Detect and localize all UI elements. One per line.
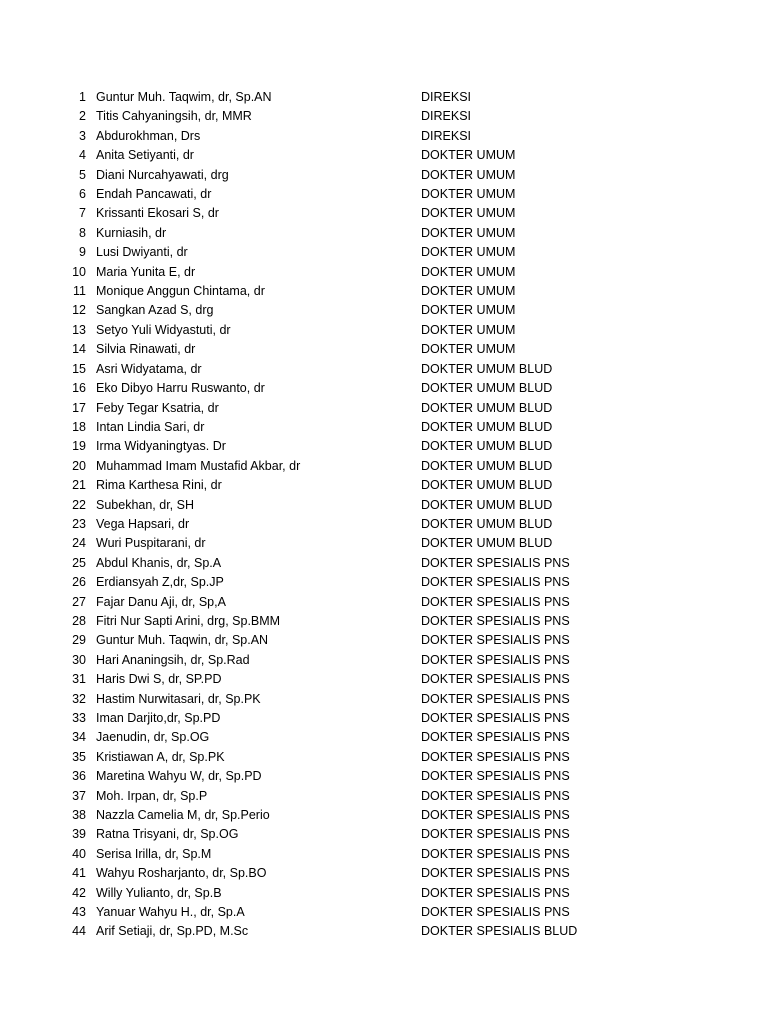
table-row	[0, 243, 768, 262]
row-number: 33	[72, 711, 86, 725]
table-row	[0, 903, 768, 922]
staff-name: Feby Tegar Ksatria, dr	[96, 400, 219, 415]
row-number: 9	[79, 245, 86, 260]
staff-name: Sangkan Azad S, drg	[96, 303, 214, 318]
row-number: 14	[72, 342, 86, 357]
table-row	[0, 631, 768, 650]
row-number: 16	[72, 381, 86, 396]
staff-name: Moh. Irpan, dr, Sp.P	[96, 788, 208, 803]
staff-name: Asri Widyatama, dr	[96, 361, 202, 376]
staff-name: Eko Dibyo Harru Ruswanto, dr	[96, 381, 265, 396]
staff-unit: DOKTER UMUM BLUD	[421, 478, 553, 493]
staff-name: Subekhan, dr, SH	[96, 497, 194, 512]
row-number: 29	[72, 633, 86, 648]
staff-name: Maria Yunita E, dr	[96, 264, 196, 279]
staff-name: Irma Widyaningtyas. Dr	[96, 439, 226, 454]
row-number: 5	[79, 167, 86, 182]
staff-unit: DOKTER UMUM	[421, 187, 516, 202]
row-number: 38	[72, 808, 86, 823]
staff-name: Hari Ananingsih, dr, Sp.Rad	[96, 652, 250, 667]
row-number: 40	[72, 846, 86, 861]
staff-unit: DOKTER UMUM BLUD	[421, 516, 553, 531]
staff-name: Kristiawan A, dr, Sp.PK	[96, 749, 225, 764]
staff-unit: DOKTER SPESIALIS PNS	[421, 691, 570, 706]
staff-unit: DOKTER SPESIALIS PNS	[421, 594, 570, 609]
table-row	[0, 379, 768, 398]
table-row	[0, 340, 768, 359]
staff-name: Ratna Trisyani, dr, Sp.OG	[96, 827, 239, 842]
staff-name: Jaenudin, dr, Sp.OG	[96, 730, 210, 745]
staff-name: Silvia Rinawati, dr	[96, 342, 196, 357]
table-row	[0, 476, 768, 495]
row-number: 18	[72, 419, 86, 434]
table-row	[0, 845, 768, 864]
staff-unit: DOKTER UMUM BLUD	[421, 439, 553, 454]
table-row	[0, 360, 768, 379]
staff-name: Wuri Puspitarani, dr	[96, 536, 206, 551]
staff-unit: DIREKSI	[421, 109, 472, 124]
table-row	[0, 146, 768, 165]
staff-unit: DOKTER UMUM BLUD	[421, 536, 553, 551]
staff-unit: DOKTER UMUM	[421, 167, 516, 182]
table-row	[0, 418, 768, 437]
table-row	[0, 263, 768, 282]
staff-name: Krissanti Ekosari S, dr	[96, 206, 219, 221]
staff-name: Guntur Muh. Taqwin, dr, Sp.AN	[96, 633, 269, 648]
staff-name: Kurniasih, dr	[96, 225, 167, 240]
row-number: 8	[79, 225, 86, 240]
staff-unit: DOKTER SPESIALIS PNS	[421, 885, 570, 900]
row-number: 32	[72, 691, 86, 706]
table-row	[0, 166, 768, 185]
table-row	[0, 825, 768, 844]
staff-name: Monique Anggun Chintama, dr	[96, 284, 265, 299]
staff-name: Fitri Nur Sapti Arini, drg, Sp.BMM	[96, 613, 281, 628]
staff-unit: DOKTER SPESIALIS BLUD	[421, 924, 578, 939]
table-row	[0, 496, 768, 515]
row-number: 6	[79, 187, 86, 202]
staff-name: Arif Setiaji, dr, Sp.PD, M.Sc	[96, 924, 249, 939]
staff-name: Haris Dwi S, dr, SP.PD	[96, 672, 222, 687]
row-number: 35	[72, 749, 86, 764]
table-row	[0, 88, 768, 107]
table-row	[0, 127, 768, 146]
staff-unit: DOKTER UMUM BLUD	[421, 381, 553, 396]
row-number: 28	[72, 613, 86, 628]
staff-unit: DOKTER SPESIALIS PNS	[421, 575, 570, 590]
row-number: 12	[72, 303, 86, 318]
row-number: 10	[72, 264, 86, 279]
staff-unit: DOKTER UMUM	[421, 322, 516, 337]
staff-name: Setyo Yuli Widyastuti, dr	[96, 322, 231, 337]
row-number: 23	[72, 516, 86, 531]
table-row	[0, 204, 768, 223]
staff-name: Anita Setiyanti, dr	[96, 148, 194, 163]
staff-name: Diani Nurcahyawati, drg	[96, 167, 229, 182]
row-number: 3	[79, 128, 86, 143]
staff-unit: DOKTER SPESIALIS PNS	[421, 846, 570, 861]
table-row	[0, 593, 768, 612]
staff-unit: DOKTER UMUM BLUD	[421, 419, 553, 434]
row-number: 37	[72, 788, 86, 803]
staff-unit: DOKTER SPESIALIS PNS	[421, 788, 570, 803]
staff-unit: DOKTER UMUM	[421, 264, 516, 279]
staff-unit: DOKTER SPESIALIS PNS	[421, 613, 570, 628]
staff-unit: DOKTER UMUM	[421, 225, 516, 240]
staff-unit: DOKTER SPESIALIS PNS	[421, 730, 570, 745]
table-row	[0, 884, 768, 903]
staff-name: Willy Yulianto, dr, Sp.B	[96, 885, 222, 900]
row-number: 30	[72, 652, 86, 667]
staff-name: Guntur Muh. Taqwim, dr, Sp.AN	[96, 90, 272, 104]
table-row	[0, 806, 768, 825]
row-number: 17	[72, 400, 86, 415]
table-row	[0, 224, 768, 243]
staff-name: Hastim Nurwitasari, dr, Sp.PK	[96, 691, 261, 706]
row-number: 1	[79, 90, 86, 104]
table-row	[0, 107, 768, 126]
staff-unit: DOKTER UMUM	[421, 148, 516, 163]
staff-unit: DOKTER UMUM	[421, 245, 516, 260]
staff-unit: DOKTER UMUM	[421, 303, 516, 318]
staff-unit: DIREKSI	[421, 128, 472, 143]
row-number: 31	[72, 672, 86, 687]
row-number: 36	[72, 769, 86, 784]
staff-name: Abdurokhman, Drs	[96, 128, 201, 143]
row-number: 4	[79, 148, 86, 163]
staff-table	[0, 88, 768, 942]
staff-unit: DOKTER UMUM	[421, 206, 516, 221]
staff-unit: DOKTER UMUM BLUD	[421, 361, 553, 376]
staff-name: Serisa Irilla, dr, Sp.M	[96, 846, 212, 861]
staff-name: Erdiansyah Z,dr, Sp.JP	[96, 575, 224, 590]
table-row	[0, 515, 768, 534]
table-row	[0, 282, 768, 301]
table-row	[0, 787, 768, 806]
staff-unit: DOKTER UMUM BLUD	[421, 400, 553, 415]
row-number: 20	[72, 458, 86, 473]
table-row	[0, 709, 768, 728]
staff-unit: DOKTER UMUM BLUD	[421, 497, 553, 512]
table-row	[0, 321, 768, 340]
staff-unit: DOKTER SPESIALIS PNS	[421, 652, 570, 667]
row-number: 34	[72, 730, 86, 745]
staff-name: Maretina Wahyu W, dr, Sp.PD	[96, 769, 262, 784]
row-number: 13	[72, 322, 86, 337]
staff-unit: DOKTER SPESIALIS PNS	[421, 711, 570, 725]
row-number: 42	[72, 885, 86, 900]
table-row	[0, 651, 768, 670]
table-row	[0, 767, 768, 786]
staff-name: Titis Cahyaningsih, dr, MMR	[96, 109, 252, 124]
table-row	[0, 748, 768, 767]
staff-name: Abdul Khanis, dr, Sp.A	[96, 555, 222, 570]
staff-name: Muhammad Imam Mustafid Akbar, dr	[96, 458, 301, 473]
staff-unit: DIREKSI	[421, 90, 472, 104]
staff-name: Nazzla Camelia M, dr, Sp.Perio	[96, 808, 270, 823]
row-number: 2	[79, 109, 86, 124]
row-number: 24	[72, 536, 86, 551]
staff-unit: DOKTER UMUM	[421, 284, 516, 299]
table-row	[0, 612, 768, 631]
table-row	[0, 399, 768, 418]
staff-name: Lusi Dwiyanti, dr	[96, 245, 188, 260]
table-row	[0, 690, 768, 709]
table-row	[0, 864, 768, 883]
staff-unit: DOKTER SPESIALIS PNS	[421, 769, 570, 784]
row-number: 11	[73, 284, 86, 299]
staff-unit: DOKTER SPESIALIS PNS	[421, 672, 570, 687]
staff-name: Rima Karthesa Rini, dr	[96, 478, 222, 493]
table-row	[0, 437, 768, 456]
staff-unit: DOKTER SPESIALIS PNS	[421, 749, 570, 764]
table-row	[0, 728, 768, 747]
table-row	[0, 534, 768, 553]
staff-unit: DOKTER UMUM BLUD	[421, 458, 553, 473]
row-number: 25	[72, 555, 86, 570]
row-number: 22	[72, 497, 86, 512]
staff-table-body	[0, 88, 768, 942]
row-number: 39	[72, 827, 86, 842]
table-row	[0, 922, 768, 941]
row-number: 21	[72, 478, 86, 493]
staff-unit: DOKTER SPESIALIS PNS	[421, 633, 570, 648]
staff-unit: DOKTER UMUM	[421, 342, 516, 357]
row-number: 44	[72, 924, 86, 939]
staff-name: Endah Pancawati, dr	[96, 187, 212, 202]
row-number: 19	[72, 439, 86, 454]
staff-name: Vega Hapsari, dr	[96, 516, 190, 531]
table-row	[0, 670, 768, 689]
row-number: 7	[79, 206, 86, 221]
table-row	[0, 457, 768, 476]
staff-unit: DOKTER SPESIALIS PNS	[421, 555, 570, 570]
row-number: 27	[72, 594, 86, 609]
staff-name: Intan Lindia Sari, dr	[96, 419, 205, 434]
row-number: 41	[72, 866, 86, 881]
table-row	[0, 185, 768, 204]
staff-unit: DOKTER SPESIALIS PNS	[421, 866, 570, 881]
row-number: 43	[72, 905, 86, 920]
row-number: 15	[72, 361, 86, 376]
table-row	[0, 301, 768, 320]
staff-name: Fajar Danu Aji, dr, Sp,A	[96, 594, 226, 609]
staff-unit: DOKTER SPESIALIS PNS	[421, 905, 570, 920]
staff-unit: DOKTER SPESIALIS PNS	[421, 827, 570, 842]
staff-name: Yanuar Wahyu H., dr, Sp.A	[96, 905, 245, 920]
staff-name: Iman Darjito,dr, Sp.PD	[96, 711, 221, 725]
table-row	[0, 554, 768, 573]
row-number: 26	[72, 575, 86, 590]
staff-name: Wahyu Rosharjanto, dr, Sp.BO	[96, 866, 267, 881]
table-row	[0, 573, 768, 592]
staff-unit: DOKTER SPESIALIS PNS	[421, 808, 570, 823]
